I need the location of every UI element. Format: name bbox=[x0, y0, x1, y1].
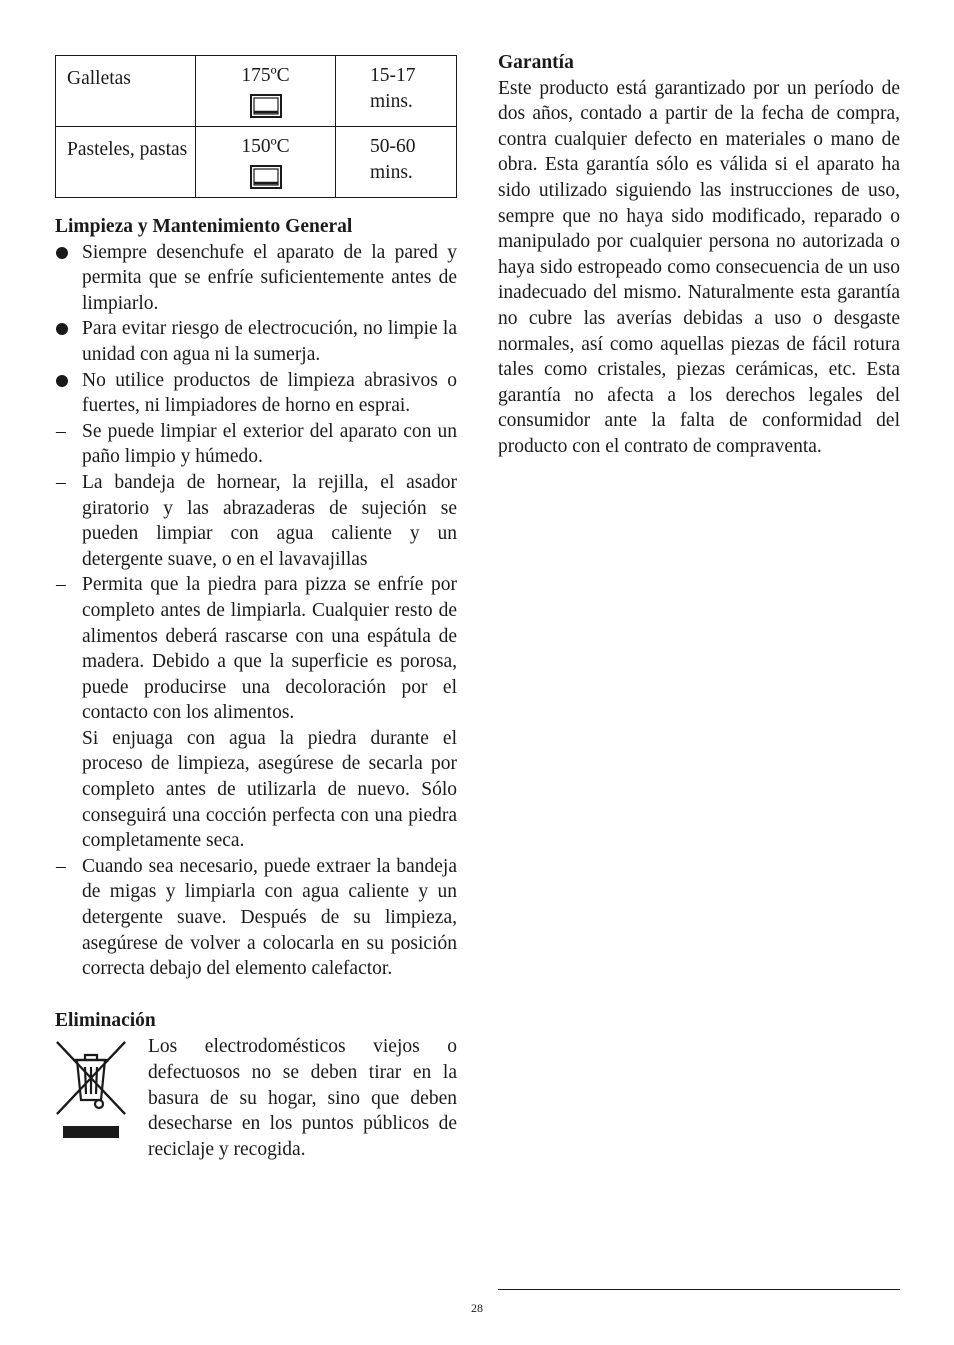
food-cell: Galletas bbox=[56, 56, 196, 127]
disposal-text: Los electrodomésticos viejos o defectuosos no se deben tirar en la basura de su hogar, sino que deben desecharse en los puntos públicos de reciclaje y recogida. bbox=[148, 1036, 457, 1160]
left-column bbox=[55, 50, 457, 1162]
dash-icon: – bbox=[56, 574, 66, 596]
weee-crossed-bin-icon bbox=[55, 1040, 127, 1140]
list-item: – Permita que la piedra para pizza se enfríe por completo antes de limpiarla. Cualquier resto de alimentos deberá rascarse con una espátula de madera. Debido a que la superficie es porosa, puede producirse una decoloración por el contacto con los alimentos. Si enjuaga con agua la piedra durante el proceso de limpieza, asegúrese de secarla por completo antes de utilizarla de nuevo. Sólo conseguirá una cocción perfecta con una piedra completamente seca. bbox=[55, 572, 457, 854]
disposal-section bbox=[55, 1008, 457, 1163]
bullet-icon bbox=[56, 323, 68, 335]
oven-icon bbox=[250, 165, 282, 189]
table-row bbox=[56, 56, 457, 127]
oven-icon bbox=[250, 94, 282, 118]
list-item: – La bandeja de hornear, la rejilla, el asador giratorio y las abrazaderas de sujeción se pueden limpiar con agua caliente y un detergente suave, o en el lavavajillas bbox=[56, 471, 457, 570]
cleaning-heading: Limpieza y Mantenimiento General bbox=[55, 216, 353, 237]
bullet-icon bbox=[56, 247, 68, 259]
dash-icon: – bbox=[56, 855, 66, 877]
warranty-text: Este producto está garantizado por un período de dos años, contado a partir de la fecha de compra, contra cualquier defecto en materiales o mano de obra. Esta garantía sólo es válida si el aparato ha sido utilizado siguiendo las instrucciones de uso, sempre que no haya sido modificado, reparado o manipulado por cualquier persona no autorizada o haya sido estropeado como consecuencia de un uso inadecuado del mismo. Naturalmente esta garantía no cubre las averías debidas a uso o desgaste normales, así como aquellas piezas de fácil rotura tales como cristales, piezas cerámicas, etc. Esta garantía no afecta a los derechos legales del consumidor ante la falta de conformidad del producto con el contrato de compraventa. bbox=[498, 77, 900, 457]
disposal-heading: Eliminación bbox=[55, 1009, 156, 1031]
right-column bbox=[498, 50, 900, 460]
list-item: No utilice productos de limpieza abrasivos o fuertes, ni limpiadores de horno en esprai. bbox=[55, 368, 457, 419]
cleaning-list bbox=[55, 240, 457, 982]
list-item: – Se puede limpiar el exterior del aparato con un paño limpio y húmedo. bbox=[56, 420, 457, 468]
bullet-icon bbox=[56, 375, 68, 387]
time-cell: 15-17 mins. bbox=[336, 56, 457, 127]
pizza-continuation: Si enjuaga con agua la piedra durante el proceso de limpieza, asegúrese de secarla por completo antes de utilizarla de nuevo. Sólo conseguirá una cocción perfecta con una piedra completamente seca. bbox=[82, 727, 457, 852]
page-number: 28 bbox=[471, 1301, 483, 1315]
disposal-body bbox=[55, 1034, 457, 1162]
temperature-value: 175ºC bbox=[241, 65, 290, 86]
time-cell: 50-60 mins. bbox=[336, 127, 457, 198]
warranty-heading: Garantía bbox=[498, 52, 574, 73]
list-item: – Cuando sea necesario, puede extraer la bandeja de migas y limpiarla con agua caliente y un detergente suave. Después de su limpieza, asegúrese de volver a colocarla en su posición correcta debajo del elemento calefactor. bbox=[56, 855, 457, 980]
temperature-value: 150ºC bbox=[241, 136, 290, 157]
list-item: Para evitar riesgo de electrocución, no limpie la unidad con agua ni la sumerja. bbox=[55, 316, 457, 367]
dash-icon: – bbox=[56, 420, 66, 442]
temperature-cell bbox=[196, 127, 336, 198]
footer-divider bbox=[498, 1289, 900, 1290]
temperature-cell bbox=[196, 56, 336, 127]
table-row bbox=[56, 127, 457, 198]
list-item: Siempre desenchufe el aparato de la pared y permita que se enfríe suficientemente antes de limpiarlo. bbox=[55, 240, 457, 317]
dash-icon: – bbox=[56, 471, 66, 493]
cleaning-section bbox=[55, 214, 457, 982]
cooking-table bbox=[55, 55, 457, 198]
food-cell: Pasteles, pastas bbox=[56, 127, 196, 198]
